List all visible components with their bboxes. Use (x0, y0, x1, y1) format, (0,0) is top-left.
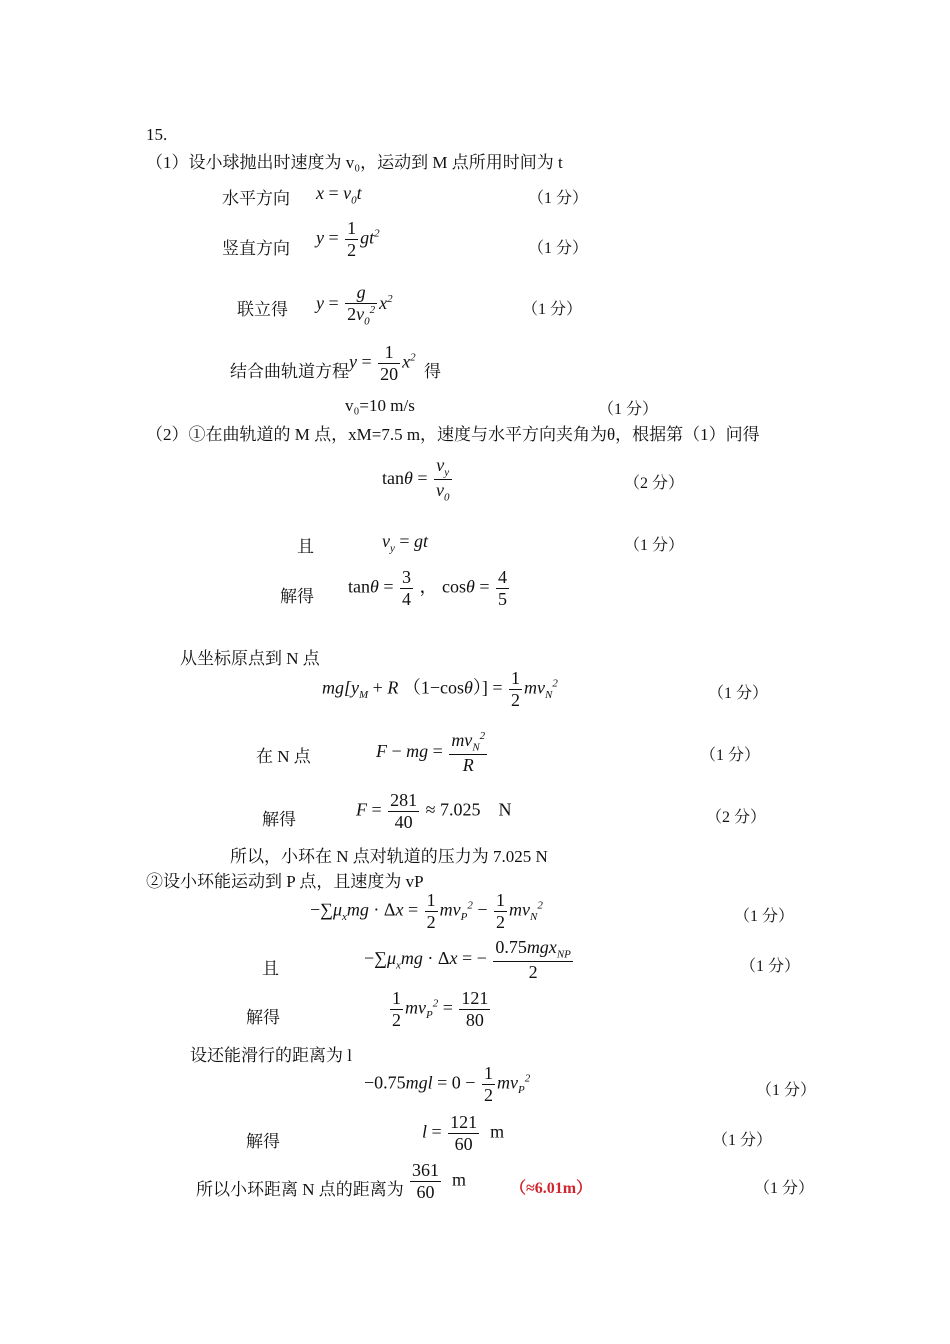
eq-final: $\frac{361}{60}$ m (412, 1160, 467, 1202)
track-label: 结合曲轨道方程 (230, 362, 349, 381)
eq-combine: y = $\frac{g}{2v_0^2}$ $x^2$ (316, 282, 393, 328)
horizontal-label: 水平方向 (222, 189, 290, 208)
score-1: （1 分） (528, 190, 589, 207)
eq-force: F − mg = $\frac{mv_N^2}{R}$ (376, 730, 486, 776)
score-14: （1 分） (754, 1180, 815, 1197)
solve-label-1: 解得 (280, 587, 314, 606)
score-5: （2 分） (624, 475, 685, 492)
eq-vertical: y = $\frac{1}{2}$ $gt^2$ (316, 218, 380, 260)
eq-tan-theta: tanθ = $\frac{v_y}{v_0}$ (382, 455, 450, 504)
and-label-1: 且 (297, 537, 314, 556)
score-11: （1 分） (740, 958, 801, 975)
score-3: （1 分） (522, 301, 583, 318)
eq-energy: $mg[y_M + R$ （1−cosθ）] = $\frac{1}{2}$ $mv_N^2$ (322, 668, 558, 710)
eq-l-result: l = $\frac{121}{60}$ m (422, 1112, 505, 1154)
combine-label: 联立得 (237, 300, 288, 319)
track-label-after: 得 (424, 362, 441, 381)
score-9: （2 分） (706, 809, 767, 826)
eq-vy: $v_y$ = gt (382, 531, 429, 555)
score-10: （1 分） (734, 908, 795, 925)
score-2: （1 分） (528, 240, 589, 257)
score-7: （1 分） (708, 685, 769, 702)
and-label-2: 且 (262, 959, 279, 978)
solve-label-3: 解得 (246, 1008, 280, 1027)
final-note: （≈6.01m） (510, 1180, 593, 1197)
origin-to-n: 从坐标原点到 N 点 (180, 649, 320, 668)
score-4: （1 分） (598, 401, 659, 418)
distance-intro: 设还能滑行的距离为 l (190, 1046, 352, 1065)
score-8: （1 分） (700, 747, 761, 764)
eq-tan-cos: tanθ = $\frac{3}{4}$ ， cosθ = $\frac{4}{5}$ (348, 567, 507, 609)
force-conclusion: 所以，小环在 N 点对轨道的压力为 7.025 N (230, 847, 548, 866)
part1-intro: （1）设小球抛出时速度为 v₀，运动到 M 点所用时间为 t (146, 153, 563, 172)
score-6: （1 分） (624, 537, 685, 554)
vertical-label: 竖直方向 (222, 239, 290, 258)
eq-distance: −0.75mgl = 0 − $\frac{1}{2}$ $mv_P^2$ (364, 1063, 531, 1105)
eq-force-result: F = $\frac{281}{40}$ ≈ 7.025 N (356, 790, 512, 832)
score-12: （1 分） (756, 1082, 817, 1099)
eq-friction-avg: $-\sum\mu_xmg \cdot \Delta x$ = − $\frac{0.75mgx_{NP}}{2}$ (364, 937, 571, 983)
score-13: （1 分） (712, 1132, 773, 1149)
solve-label-2: 解得 (262, 810, 296, 829)
sub2-intro: ②设小环能运动到 P 点，且速度为 vP (146, 872, 424, 891)
v0-result: v₀=10 m/s (345, 396, 415, 415)
solve-label-4: 解得 (246, 1132, 280, 1151)
eq-horizontal: $x = v_0t$ (316, 183, 362, 207)
final-label: 所以小环距离 N 点的距离为 (196, 1180, 404, 1199)
eq-kinetic-p: $\frac{1}{2}$ $mv_P^2$ = $\frac{121}{80}$ (392, 988, 489, 1030)
eq-friction-work: $-\sum\mu_xmg \cdot \Delta x$ = $\frac{1}{2}$ $mv_P^2$ − $\frac{1}{2}$ $mv_N^2$ (310, 890, 543, 932)
problem-number: 15. (146, 125, 168, 144)
eq-track: y = $\frac{1}{20}$ $x^2$ (349, 342, 416, 384)
part2-intro: （2）①在曲轨道的 M 点，xM=7.5 m，速度与水平方向夹角为θ，根据第（1）问得 (146, 425, 760, 444)
at-n-label: 在 N 点 (256, 747, 311, 766)
